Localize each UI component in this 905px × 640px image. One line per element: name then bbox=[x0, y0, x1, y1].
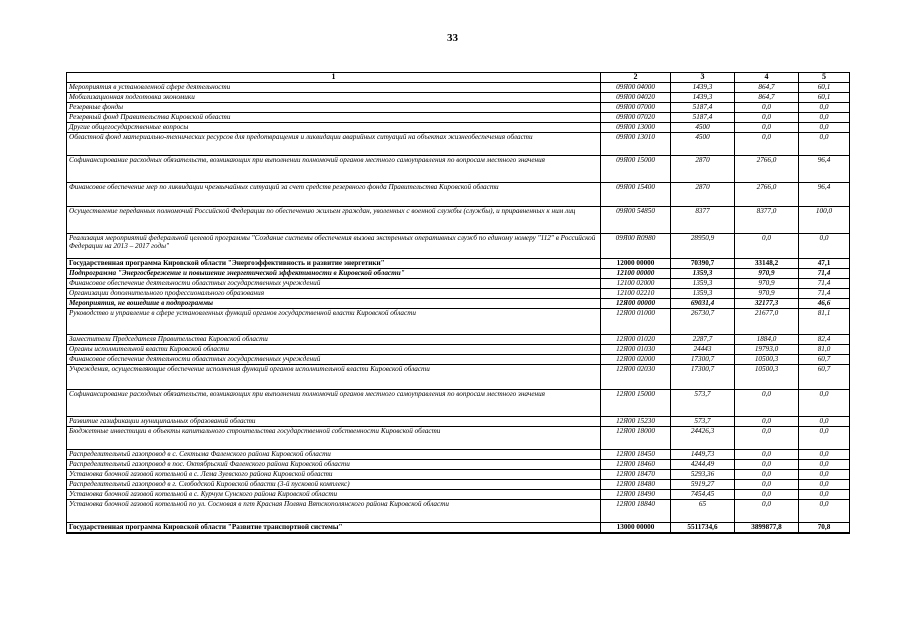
row-value-cell: 864,7 bbox=[735, 92, 799, 102]
row-name-cell: Подпрограмма "Энергосбережение и повышение энергетической эффективности в Кировской области" bbox=[67, 268, 601, 278]
row-value-cell: 0,0 bbox=[735, 449, 799, 459]
row-value-cell: 5293,36 bbox=[671, 469, 735, 479]
row-code-cell: 12Я00 15230 bbox=[601, 416, 671, 426]
row-value-cell: 0,0 bbox=[735, 489, 799, 499]
table-row bbox=[67, 233, 850, 258]
row-value-cell: 970,9 bbox=[735, 278, 799, 288]
table-row bbox=[67, 334, 850, 344]
row-value-cell: 0,0 bbox=[735, 102, 799, 112]
table-row bbox=[67, 182, 850, 206]
row-value-cell: 2870 bbox=[671, 155, 735, 182]
row-percent-cell: 0,0 bbox=[799, 469, 850, 479]
row-value-cell: 0,0 bbox=[735, 499, 799, 522]
row-percent-cell: 71,4 bbox=[799, 268, 850, 278]
row-value-cell: 1449,73 bbox=[671, 449, 735, 459]
table-row bbox=[67, 102, 850, 112]
row-percent-cell: 0,0 bbox=[799, 416, 850, 426]
row-value-cell: 4500 bbox=[671, 132, 735, 155]
row-name-cell: Осуществление переданных полномочий Российской Федерации по обеспечению жильем граждан, уволенных с военной службы (службы), и приравненных к ним лиц bbox=[67, 206, 601, 233]
table-row bbox=[67, 449, 850, 459]
row-code-cell: 12Я00 18450 bbox=[601, 449, 671, 459]
table-row bbox=[67, 82, 850, 92]
row-value-cell: 0,0 bbox=[735, 132, 799, 155]
row-name-cell: Резервный фонд Правительства Кировской области bbox=[67, 112, 601, 122]
row-percent-cell: 47,1 bbox=[799, 258, 850, 268]
row-value-cell: 17300,7 bbox=[671, 354, 735, 364]
row-name-cell: Мероприятия, не вошедшие в подпрограммы bbox=[67, 298, 601, 308]
row-percent-cell: 70,8 bbox=[799, 522, 850, 533]
row-name-cell: Руководство и управление в сфере установленных функций органов государственной власти Кировской области bbox=[67, 308, 601, 334]
table-row bbox=[67, 122, 850, 132]
row-code-cell: 12Я00 18490 bbox=[601, 489, 671, 499]
row-code-cell: 09Я00 07020 bbox=[601, 112, 671, 122]
row-name-cell: Учреждения, осуществляющие обеспечение исполнения функций органов исполнительной власти Кировской области bbox=[67, 364, 601, 389]
row-value-cell: 32177,3 bbox=[735, 298, 799, 308]
row-value-cell: 7454,45 bbox=[671, 489, 735, 499]
row-code-cell: 12100 02000 bbox=[601, 278, 671, 288]
row-value-cell: 69031,4 bbox=[671, 298, 735, 308]
row-name-cell: Государственная программа Кировской области "Энергоэффективность и развитие энергетики" bbox=[67, 258, 601, 268]
table-row bbox=[67, 92, 850, 102]
row-code-cell: 12Я00 00000 bbox=[601, 298, 671, 308]
row-value-cell: 3899877,8 bbox=[735, 522, 799, 533]
row-percent-cell: 0,0 bbox=[799, 426, 850, 449]
table-row bbox=[67, 426, 850, 449]
row-code-cell: 09Я00 R0980 bbox=[601, 233, 671, 258]
row-percent-cell: 81,1 bbox=[799, 308, 850, 334]
table-row bbox=[67, 278, 850, 288]
row-percent-cell: 82,4 bbox=[799, 334, 850, 344]
row-value-cell: 24426,3 bbox=[671, 426, 735, 449]
row-value-cell: 2870 bbox=[671, 182, 735, 206]
row-code-cell: 12Я00 18480 bbox=[601, 479, 671, 489]
row-value-cell: 0,0 bbox=[735, 112, 799, 122]
row-value-cell: 4244,49 bbox=[671, 459, 735, 469]
row-value-cell: 0,0 bbox=[735, 479, 799, 489]
table-row bbox=[67, 112, 850, 122]
row-value-cell: 1359,3 bbox=[671, 288, 735, 298]
row-percent-cell: 0,0 bbox=[799, 459, 850, 469]
row-code-cell: 12Я00 18470 bbox=[601, 469, 671, 479]
row-name-cell: Распределительный газопровод в пос. Октябрьский Фаленского района Кировской области bbox=[67, 459, 601, 469]
row-value-cell: 970,9 bbox=[735, 288, 799, 298]
table-row bbox=[67, 344, 850, 354]
row-percent-cell: 71,4 bbox=[799, 278, 850, 288]
budget-table bbox=[66, 72, 850, 534]
row-value-cell: 573,7 bbox=[671, 389, 735, 416]
row-value-cell: 19793,0 bbox=[735, 344, 799, 354]
row-code-cell: 12Я00 02000 bbox=[601, 354, 671, 364]
row-code-cell: 12000 00000 bbox=[601, 258, 671, 268]
table-row bbox=[67, 459, 850, 469]
row-percent-cell: 46,6 bbox=[799, 298, 850, 308]
row-code-cell: 09Я00 54850 bbox=[601, 206, 671, 233]
row-value-cell: 0,0 bbox=[735, 416, 799, 426]
table-row bbox=[67, 268, 850, 278]
row-value-cell: 21677,0 bbox=[735, 308, 799, 334]
row-value-cell: 1439,3 bbox=[671, 92, 735, 102]
row-name-cell: Другие общегосударственные вопросы bbox=[67, 122, 601, 132]
row-value-cell: 1439,3 bbox=[671, 82, 735, 92]
row-code-cell: 12Я00 01000 bbox=[601, 308, 671, 334]
row-percent-cell: 60,7 bbox=[799, 364, 850, 389]
row-value-cell: 4500 bbox=[671, 122, 735, 132]
row-percent-cell: 0,0 bbox=[799, 479, 850, 489]
row-value-cell: 17300,7 bbox=[671, 364, 735, 389]
column-header: 4 bbox=[735, 73, 799, 83]
row-percent-cell: 0,0 bbox=[799, 112, 850, 122]
row-value-cell: 26730,7 bbox=[671, 308, 735, 334]
row-code-cell: 12Я00 18460 bbox=[601, 459, 671, 469]
row-value-cell: 28950,9 bbox=[671, 233, 735, 258]
row-name-cell: Распределительный газопровод в г. Слободской Кировской области (3-й пусковой комплекс) bbox=[67, 479, 601, 489]
row-percent-cell: 0,0 bbox=[799, 122, 850, 132]
row-value-cell: 573,7 bbox=[671, 416, 735, 426]
table-row bbox=[67, 308, 850, 334]
row-percent-cell: 0,0 bbox=[799, 102, 850, 112]
table-row bbox=[67, 288, 850, 298]
row-code-cell: 09Я00 13010 bbox=[601, 132, 671, 155]
row-percent-cell: 100,0 bbox=[799, 206, 850, 233]
row-name-cell: Мероприятия в установленной сфере деятельности bbox=[67, 82, 601, 92]
row-value-cell: 0,0 bbox=[735, 459, 799, 469]
row-name-cell: Софинансирование расходных обязательств, возникающих при выполнении полномочий органов местного самоуправления по вопросам местного значения bbox=[67, 155, 601, 182]
table-row bbox=[67, 522, 850, 533]
page-number: 33 bbox=[447, 32, 458, 44]
row-value-cell: 70390,7 bbox=[671, 258, 735, 268]
column-header: 1 bbox=[67, 73, 601, 83]
table-row bbox=[67, 469, 850, 479]
row-value-cell: 2766,0 bbox=[735, 182, 799, 206]
table-row bbox=[67, 206, 850, 233]
row-name-cell: Установка блочной газовой котельной в с. Лема Зуевского района Кировской области bbox=[67, 469, 601, 479]
row-value-cell: 2287,7 bbox=[671, 334, 735, 344]
column-header: 2 bbox=[601, 73, 671, 83]
column-header: 5 bbox=[799, 73, 850, 83]
table-row bbox=[67, 479, 850, 489]
table-row bbox=[67, 354, 850, 364]
row-percent-cell: 0,0 bbox=[799, 449, 850, 459]
row-name-cell: Финансовое обеспечение деятельности областных государственных учреждений bbox=[67, 278, 601, 288]
row-value-cell: 0,0 bbox=[735, 389, 799, 416]
row-code-cell: 09Я00 13000 bbox=[601, 122, 671, 132]
row-name-cell: Установка блочной газовой котельной в с. Курчум Сунского района Кировской области bbox=[67, 489, 601, 499]
row-value-cell: 5187,4 bbox=[671, 112, 735, 122]
row-name-cell: Софинансирование расходных обязательств, возникающих при выполнении полномочий органов местного самоуправления по вопросам местного значения bbox=[67, 389, 601, 416]
row-code-cell: 09Я00 04000 bbox=[601, 82, 671, 92]
row-value-cell: 8377 bbox=[671, 206, 735, 233]
row-value-cell: 970,9 bbox=[735, 268, 799, 278]
row-value-cell: 10500,3 bbox=[735, 354, 799, 364]
row-code-cell: 12100 02210 bbox=[601, 288, 671, 298]
row-name-cell: Мобилизационная подготовка экономики bbox=[67, 92, 601, 102]
row-percent-cell: 96,4 bbox=[799, 155, 850, 182]
row-name-cell: Развитие газификации муниципальных образований области bbox=[67, 416, 601, 426]
row-code-cell: 13000 00000 bbox=[601, 522, 671, 533]
row-value-cell: 8377,0 bbox=[735, 206, 799, 233]
table-row bbox=[67, 416, 850, 426]
row-value-cell: 864,7 bbox=[735, 82, 799, 92]
row-code-cell: 09Я00 15000 bbox=[601, 155, 671, 182]
row-name-cell: Заместители Председателя Правительства Кировской области bbox=[67, 334, 601, 344]
table-row bbox=[67, 364, 850, 389]
row-value-cell: 65 bbox=[671, 499, 735, 522]
row-percent-cell: 0,0 bbox=[799, 489, 850, 499]
row-name-cell: Областной фонд материально-технических ресурсов для предотвращения и ликвидации аварийных ситуаций на объектах жизнеобеспечения области bbox=[67, 132, 601, 155]
row-value-cell: 5187,4 bbox=[671, 102, 735, 112]
row-code-cell: 12Я00 18840 bbox=[601, 499, 671, 522]
row-percent-cell: 96,4 bbox=[799, 182, 850, 206]
row-name-cell: Государственная программа Кировской области "Развитие транспортной системы" bbox=[67, 522, 601, 533]
table-row bbox=[67, 489, 850, 499]
row-value-cell: 1359,3 bbox=[671, 278, 735, 288]
row-name-cell: Бюджетные инвестиции в объекты капитального строительства государственной собственности Кировской области bbox=[67, 426, 601, 449]
row-value-cell: 10500,3 bbox=[735, 364, 799, 389]
row-code-cell: 12Я00 18000 bbox=[601, 426, 671, 449]
row-percent-cell: 0,0 bbox=[799, 499, 850, 522]
row-name-cell: Организации дополнительного профессионального образования bbox=[67, 288, 601, 298]
row-code-cell: 09Я00 15400 bbox=[601, 182, 671, 206]
row-value-cell: 33148,2 bbox=[735, 258, 799, 268]
row-percent-cell: 0,0 bbox=[799, 233, 850, 258]
table-row bbox=[67, 389, 850, 416]
row-name-cell: Финансовое обеспечение мер по ликвидации чрезвычайных ситуаций за счет средств резервного фонда Правительства Кировской области bbox=[67, 182, 601, 206]
row-value-cell: 0,0 bbox=[735, 426, 799, 449]
row-code-cell: 09Я00 07000 bbox=[601, 102, 671, 112]
row-percent-cell: 81,0 bbox=[799, 344, 850, 354]
row-value-cell: 0,0 bbox=[735, 122, 799, 132]
row-code-cell: 12Я00 01020 bbox=[601, 334, 671, 344]
row-code-cell: 12Я00 01030 bbox=[601, 344, 671, 354]
row-code-cell: 09Я00 04020 bbox=[601, 92, 671, 102]
table-header-row bbox=[67, 73, 850, 83]
row-code-cell: 12Я00 02030 bbox=[601, 364, 671, 389]
table-row bbox=[67, 499, 850, 522]
row-value-cell: 24443 bbox=[671, 344, 735, 354]
table-row bbox=[67, 258, 850, 268]
row-name-cell: Органы исполнительной власти Кировской области bbox=[67, 344, 601, 354]
row-value-cell: 0,0 bbox=[735, 233, 799, 258]
row-name-cell: Резервные фонды bbox=[67, 102, 601, 112]
column-header: 3 bbox=[671, 73, 735, 83]
row-value-cell: 1359,3 bbox=[671, 268, 735, 278]
row-percent-cell: 60,1 bbox=[799, 92, 850, 102]
table-row bbox=[67, 132, 850, 155]
row-value-cell: 5919,27 bbox=[671, 479, 735, 489]
row-percent-cell: 60,7 bbox=[799, 354, 850, 364]
row-percent-cell: 71,4 bbox=[799, 288, 850, 298]
row-value-cell: 2766,0 bbox=[735, 155, 799, 182]
row-percent-cell: 0,0 bbox=[799, 389, 850, 416]
row-percent-cell: 60,1 bbox=[799, 82, 850, 92]
row-name-cell: Финансовое обеспечение деятельности областных государственных учреждений bbox=[67, 354, 601, 364]
row-value-cell: 0,0 bbox=[735, 469, 799, 479]
row-code-cell: 12Я00 15000 bbox=[601, 389, 671, 416]
table-row bbox=[67, 298, 850, 308]
row-name-cell: Распределительный газопровод в с. Сектыма Фаленского района Кировской области bbox=[67, 449, 601, 459]
row-percent-cell: 0,0 bbox=[799, 132, 850, 155]
row-name-cell: Установка блочной газовой котельной по ул. Сосновая в пгт Красная Поляна Вятскополянского района Кировской области bbox=[67, 499, 601, 522]
row-code-cell: 12100 00000 bbox=[601, 268, 671, 278]
row-value-cell: 1884,0 bbox=[735, 334, 799, 344]
row-value-cell: 5511734,6 bbox=[671, 522, 735, 533]
table-row bbox=[67, 155, 850, 182]
row-name-cell: Реализация мероприятий федеральной целевой программы "Создание системы обеспечения вызова экстренных оперативных служб по единому номеру "112" в Российской Федерации на 2013 – 2017 годы" bbox=[67, 233, 601, 258]
